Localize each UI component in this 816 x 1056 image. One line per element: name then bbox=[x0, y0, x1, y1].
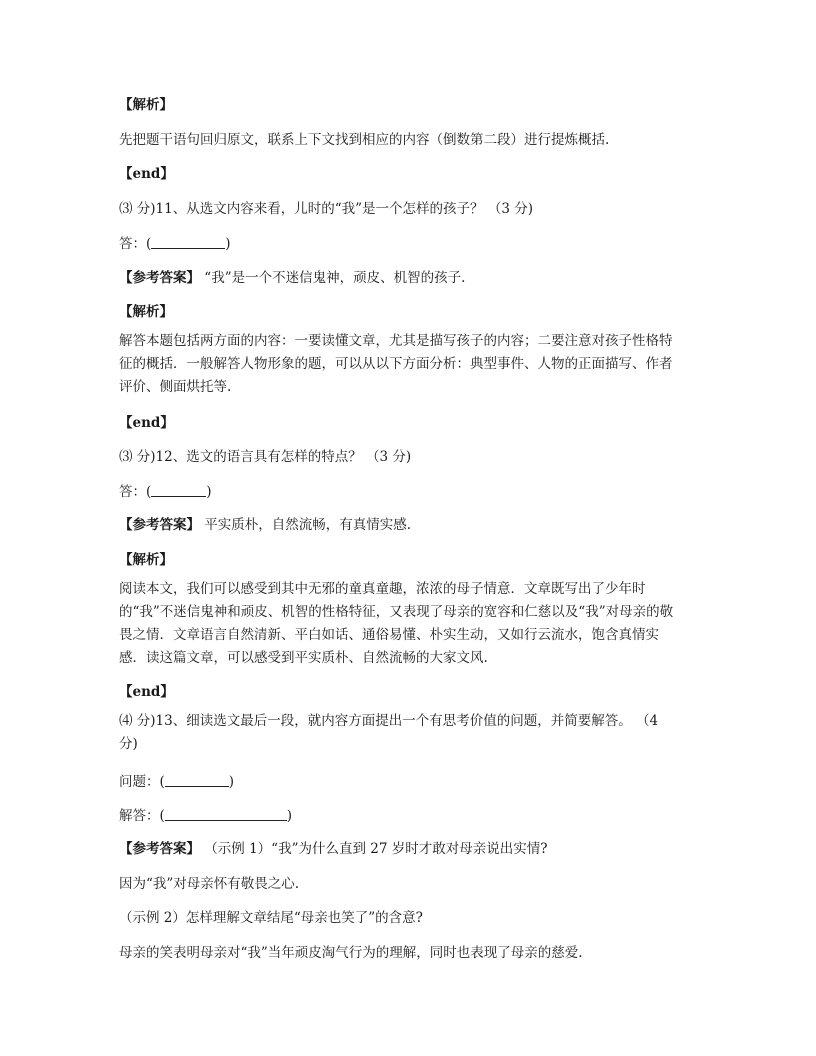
reference-answer-text: （示例 1）“我”为什么直到 27 岁时才敢对母亲说出实情? bbox=[204, 841, 548, 857]
analysis-text: 阅读本文，我们可以感受到其中无邪的童真童趣，浓浓的母子情意．文章既写出了少年时的“我”不迷信鬼神和顽皮、机智的性格特征，又表现了母亲的宽容和仁慈以及“我”对母亲的敬畏之情．文章语言自然清新、平白如话、通俗易懂、朴实生动，又如行云流水，饱含真情实感．读这篇文章，可以感受到平实质朴、自然流畅的大家文风. bbox=[119, 581, 674, 666]
reference-answer bbox=[119, 269, 465, 287]
reference-answer-label: 【参考答案】 bbox=[119, 517, 200, 533]
question-13-question-line bbox=[119, 772, 234, 791]
question-13: ⑷ 分)13、细读选文最后一段，就内容方面提出一个有思考价值的问题，并简要解答。 （4 分) bbox=[119, 713, 659, 752]
answer-suffix: ) bbox=[206, 484, 212, 500]
reference-answer-label: 【参考答案】 bbox=[119, 270, 200, 286]
analysis-heading: 【解析】 bbox=[119, 304, 173, 320]
reference-answer-text: 母亲的笑表明母亲对“我”当年顽皮淘气行为的理解，同时也表现了母亲的慈爱. bbox=[119, 945, 583, 961]
question-blank[interactable] bbox=[165, 772, 229, 787]
question-11: ⑶ 分)11、从选文内容来看，儿时的“我”是一个怎样的孩子？ （3 分) bbox=[119, 201, 533, 217]
reference-answer-text: “我”是一个不迷信鬼神，顽皮、机智的孩子. bbox=[204, 270, 466, 286]
analysis-heading: 【解析】 bbox=[119, 97, 173, 113]
analysis-heading: 【解析】 bbox=[119, 552, 173, 568]
reference-answer-text: 平实质朴，自然流畅，有真情实感. bbox=[204, 517, 412, 533]
analysis-text: 先把题干语句回归原文，联系上下文找到相应的内容（倒数第二段）进行提炼概括. bbox=[119, 132, 610, 148]
question-13-answer-line bbox=[119, 806, 292, 825]
analysis-text: 解答本题包括两方面的内容：一要读懂文章，尤其是描写孩子的内容；二要注意对孩子性格特征的概括．一般解答人物形象的题，可以从以下方面分析：典型事件、人物的正面描写、作者评价、侧面烘托等. bbox=[119, 333, 673, 395]
answer-blank[interactable] bbox=[165, 806, 287, 821]
answer-prefix: 解答：( bbox=[119, 808, 165, 824]
reference-answer-text: （示例 2）怎样理解文章结尾“母亲也笑了”的含意? bbox=[119, 910, 423, 926]
answer-prefix: 答：( bbox=[119, 484, 152, 500]
answer-prefix: 答：( bbox=[119, 236, 152, 252]
answer-blank[interactable] bbox=[151, 482, 206, 497]
end-marker: 【end】 bbox=[119, 166, 174, 182]
question-12-answer-line bbox=[119, 482, 212, 501]
end-marker: 【end】 bbox=[119, 415, 174, 431]
question-suffix: ) bbox=[228, 774, 235, 790]
question-prefix: 问题：( bbox=[119, 774, 165, 790]
question-12: ⑶ 分)12、选文的语言具有怎样的特点？ （3 分) bbox=[119, 449, 412, 465]
question-11-answer-line bbox=[119, 234, 231, 253]
answer-blank[interactable] bbox=[151, 234, 225, 249]
reference-answer-label: 【参考答案】 bbox=[119, 841, 200, 857]
answer-suffix: ) bbox=[286, 808, 293, 824]
reference-answer bbox=[119, 516, 411, 534]
reference-answer-text: 因为“我”对母亲怀有敬畏之心. bbox=[119, 876, 300, 892]
reference-answer bbox=[119, 840, 547, 858]
answer-suffix: ) bbox=[225, 236, 231, 252]
end-marker: 【end】 bbox=[119, 684, 174, 700]
